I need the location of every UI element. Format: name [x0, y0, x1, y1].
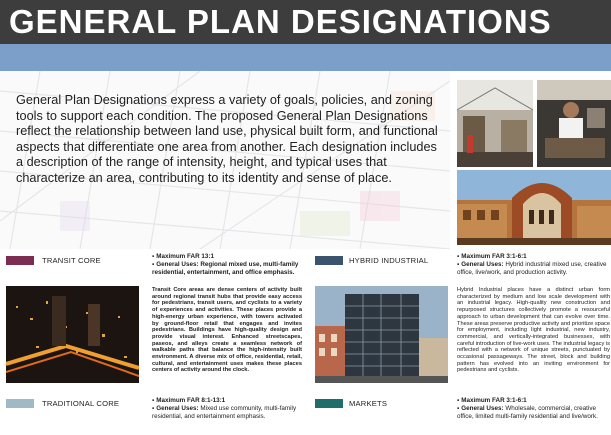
- atrium-photo: [457, 80, 533, 167]
- traditional-core-far: Maximum FAR 8:1-13:1: [156, 397, 226, 404]
- historic-building-photo: [457, 170, 611, 245]
- markets-specs: [457, 397, 610, 421]
- transit-core-uses: Regional mixed use, multi-family residential, entertainment, and office emphasis.: [152, 261, 299, 276]
- markets-label: MARKETS: [349, 399, 388, 408]
- title-bar: [0, 0, 611, 44]
- hybrid-industrial-specs: [457, 253, 610, 277]
- market-vendor-photo: [537, 80, 611, 167]
- transit-core-uses-label: General Uses:: [156, 261, 199, 268]
- markets-swatch: [315, 399, 343, 408]
- hybrid-industrial-far: Maximum FAR 3:1-6:1: [461, 253, 527, 260]
- hybrid-industrial-description: Hybrid Industrial places have a distinct urban form characterized by medium and low scale development with an industrial legacy. High-quality new construction and repurposed structures collectively promote a resourceful approach to urban development that can evolve over time. These areas preserve productive activity and prioritize space for employment, including light industrial, new industry, commercial, and vertically-integrated businesses, with careful introduction of live-work uses. The industrial legacy is reflected with a network of unique streets, punctuated by occasional passageways. The street, block and building pattern has evolved into an inviting environment for pedestrians and cyclists.: [457, 287, 611, 374]
- hybrid-industrial-label: HYBRID INDUSTRIAL: [349, 256, 429, 265]
- page-title: GENERAL PLAN DESIGNATIONS: [9, 3, 552, 40]
- traditional-core-swatch: [6, 399, 34, 408]
- traditional-core-uses: Mixed use community, multi-family residential, and entertainment emphasis.: [152, 405, 297, 420]
- bullet-icon: ▪: [457, 261, 460, 268]
- hybrid-industrial-uses: Hybrid industrial mixed use, creative office, live/work, and production activity.: [457, 261, 607, 276]
- bullet-icon: ▪: [152, 253, 155, 260]
- transit-core-label: TRANSIT CORE: [42, 256, 101, 265]
- bullet-icon: ▪: [152, 397, 155, 404]
- transit-core-specs: [152, 253, 302, 277]
- bullet-icon: ▪: [152, 405, 155, 412]
- intro-paragraph: General Plan Designations express a variety of goals, policies, and zoning tools to support each condition. The proposed General Plan Designations reflect the relationship between land use, physical built form, and functional aspects that differentiate one area from another. Each designation includes a description of the range of intensity, height, and typical uses that characterize an area, contributing to its identity and sense of place.: [16, 93, 438, 185]
- hybrid-industrial-uses-label: General Uses:: [461, 261, 504, 268]
- bullet-icon: ▪: [457, 405, 460, 412]
- markets-uses-label: General Uses:: [461, 405, 504, 412]
- bullet-icon: ▪: [152, 261, 155, 268]
- transit-core-photo: [6, 286, 139, 383]
- markets-uses: Wholesale, commercial, creative office, limited multi-family residential and live/work.: [457, 405, 598, 420]
- accent-band: [0, 44, 611, 71]
- traditional-core-label: TRADITIONAL CORE: [42, 399, 120, 408]
- hybrid-industrial-photo: [315, 286, 448, 383]
- transit-core-description: Transit Core areas are dense centers of activity built around regional transit hubs that provide easy access for pedestrians, transit users, and cyclists to a variety of experiences and activities. These places provide a high-energy urban experience, with towers activated by ground-floor retail that engages and invites pedestrians. Buildings have high-quality design and provide visual interest. Enhanced streetscapes, paseos, and alleys create a seamless network of walkable paths that balance the high-intensity built environment. A diverse mix of office, residential, retail, cultural, and entertainment uses makes these places centers of activity around the clock.: [152, 287, 302, 374]
- traditional-core-specs: [152, 397, 302, 421]
- bullet-icon: ▪: [457, 253, 460, 260]
- markets-far: Maximum FAR 3:1-6:1: [461, 397, 527, 404]
- bullet-icon: ▪: [457, 397, 460, 404]
- hybrid-industrial-swatch: [315, 256, 343, 265]
- transit-core-far: Maximum FAR 13:1: [156, 253, 214, 260]
- transit-core-swatch: [6, 256, 34, 265]
- traditional-core-uses-label: General Uses:: [156, 405, 199, 412]
